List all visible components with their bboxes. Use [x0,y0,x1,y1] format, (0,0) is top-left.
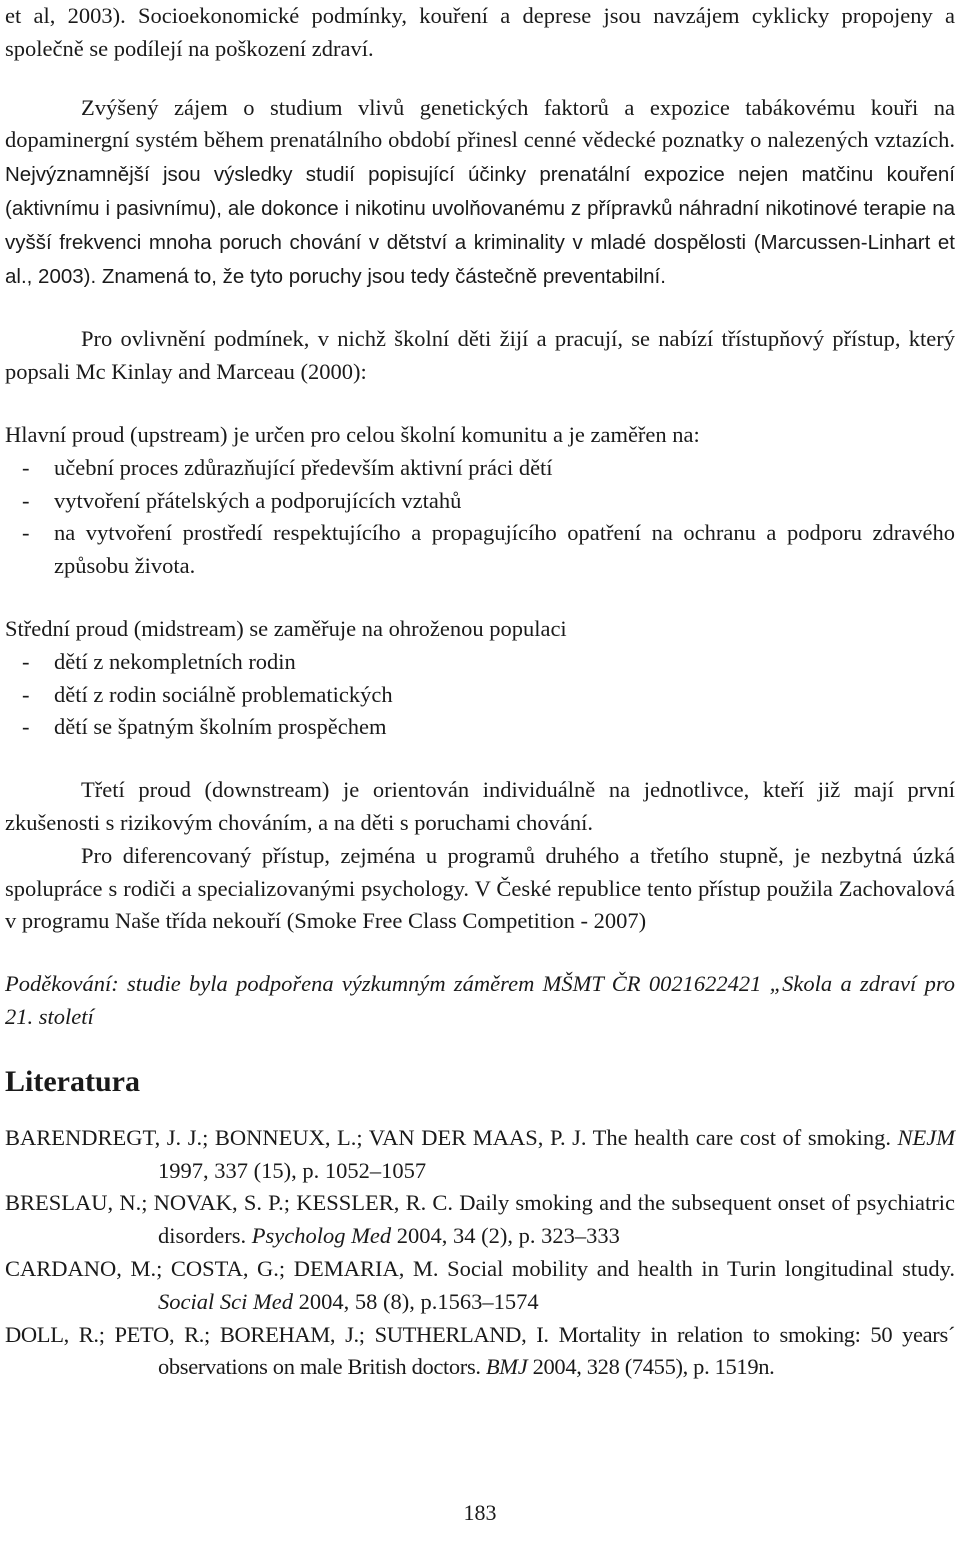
paragraph-three-stream-approach: Pro ovlivnění podmínek, v nichž školní děti žijí a pracují, se nabízí třístupňový přístup, který popsali Mc Kinlay and Marceau (2000): [5,326,955,385]
reference-authors-title: BARENDREGT, J. J.; BONNEUX, L.; VAN DER MAAS, P. J. The health care cost of smoking. [5,1124,898,1150]
dash-bullet: - [22,487,30,513]
list-item-text: dětí z rodin sociálně problematických [54,681,393,707]
dash-bullet: - [22,454,30,480]
paragraph-prenatal-exposure [5,92,955,294]
list-item-text: dětí z nekompletních rodin [54,648,296,674]
paragraph-prenatal-results: Nejvýznamnější jsou výsledky studií popisující účinky prenatální expozice nejen matčinu kouření (aktivnímu i pasivnímu), ale dokonce i nikotinu uvolňovanému z přípravků náhradní nikotinové terapie na vyšší frekvenci mnoha poruch chování v dětství a kriminality v mladé dospělosti (Marcussen-Linhart et al., 2003). Znamená to, že tyto poruchy jsou tedy částečně preventabilní. [5,163,955,288]
reference-authors-title: DOLL, R.; PETO, R.; BOREHAM, J.; SUTHERLAND, I. Mortality in relation to smoking: 50 years´ observations on male British doctors. [5,1321,955,1380]
upstream-list [5,452,955,583]
reference-details: 2004, 328 (7455), p. 1519n. [527,1354,775,1380]
reference-details: 2004, 58 (8), p.1563–1574 [292,1288,539,1314]
reference-journal: Social Sci Med [158,1288,293,1314]
list-item-text: dětí se špatným školním prospěchem [54,714,387,740]
literature-heading: Literatura [5,1064,140,1098]
reference-authors-title: CARDANO, M.; COSTA, G.; DEMARIA, M. Social mobility and health in Turin longitudinal study. [5,1255,955,1281]
list-item [5,517,955,583]
list-item [5,679,955,712]
list-item [5,711,955,744]
list-item [5,646,955,679]
reference-item [5,1319,955,1385]
reference-journal: BMJ [485,1354,528,1380]
reference-authors-title: BRESLAU, N.; NOVAK, S. P.; KESSLER, R. C. Daily smoking and the subsequent onset of psychiatric disorders. [5,1190,955,1249]
reference-item [5,1187,955,1253]
paragraph-socioeconomic: et al, 2003). Socioekonomické podmínky, kouření a deprese jsou navzájem cyklicky propojeny a společně se podílejí na poškození zdraví. [5,3,955,61]
list-item [5,485,955,518]
dash-bullet: - [22,681,30,707]
reference-journal: Psycholog Med [251,1223,392,1249]
acknowledgement: Poděkování: studie byla podpořena výzkumným záměrem MŠMT ČR 0021622421 „Skola a zdraví pro 21. století [5,971,955,1029]
dash-bullet: - [22,648,30,674]
document-page [5,0,955,1384]
list-item-text: vytvoření přátelských a podporujících vztahů [54,487,462,513]
paragraph-differentiated-approach: Pro diferencovaný přístup, zejména u programů druhého a třetího stupně, je nezbytná úzká spolupráce s rodiči a specializovanými psychology. V České republice tento přístup použila Zachovalová v programu Naše třída nekouří (Smoke Free Class Competition - 2007) [5,842,955,934]
dash-bullet: - [22,520,30,546]
reference-details: 1997, 337 (15), p. 1052–1057 [158,1157,427,1183]
list-item-text: učební proces zdůrazňující především aktivní práci dětí [54,454,553,480]
upstream-intro: Hlavní proud (upstream) je určen pro celou školní komunitu a je zaměřen na: [5,421,700,447]
reference-item [5,1122,955,1188]
list-item-text: na vytvoření prostředí respektujícího a propagujícího opatření na ochranu a podporu zdravého způsobu života. [54,520,955,579]
midstream-list [5,646,955,744]
reference-list [5,1122,955,1384]
paragraph-downstream: Třetí proud (downstream) je orientován individuálně na jednotlivce, kteří již mají první zkušenosti s rizikovým chováním, a na děti s poruchami chování. [5,777,955,835]
dash-bullet: - [22,714,30,740]
reference-item [5,1253,955,1319]
reference-journal: NEJM [897,1124,955,1150]
list-item [5,452,955,485]
paragraph-prenatal-intro: Zvýšený zájem o studium vlivů genetických faktorů a expozice tabákovému kouři na dopaminergní systém během prenatálního období přinesl cenné vědecké poznatky o nalezených vztazích. [5,94,955,153]
midstream-intro: Střední proud (midstream) se zaměřuje na ohroženou populaci [5,615,567,641]
page-number: 183 [463,1500,497,1525]
reference-details: 2004, 34 (2), p. 323–333 [391,1223,620,1249]
